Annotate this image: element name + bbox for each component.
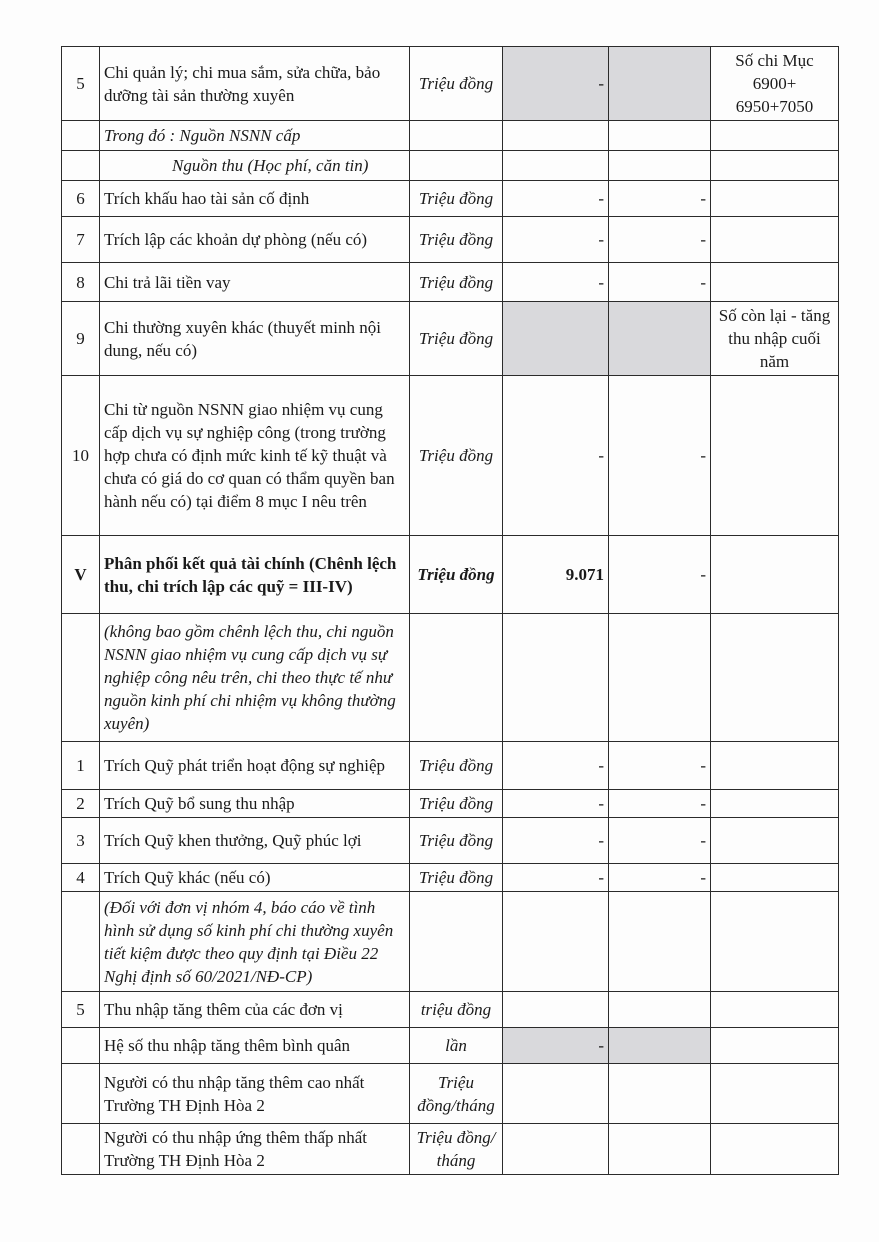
row-note xyxy=(711,864,839,892)
table-row xyxy=(62,864,839,892)
row-unit: Triệu đồng xyxy=(410,302,503,376)
row-unit: Triệu đồng xyxy=(410,47,503,121)
row-stt xyxy=(62,121,100,151)
row-value-1 xyxy=(503,151,609,181)
row-value-2: - xyxy=(609,818,711,864)
row-note: Số còn lại - tăng thu nhập cuối năm xyxy=(711,302,839,376)
row-stt: 6 xyxy=(62,181,100,217)
row-value-1 xyxy=(503,614,609,742)
row-stt: 4 xyxy=(62,864,100,892)
table-row xyxy=(62,614,839,742)
row-label: Trích khấu hao tài sản cố định xyxy=(100,181,410,217)
row-value-2: - xyxy=(609,536,711,614)
row-value-2 xyxy=(609,992,711,1028)
row-stt xyxy=(62,614,100,742)
row-label: Trích Quỹ phát triển hoạt động sự nghiệp xyxy=(100,742,410,790)
row-stt xyxy=(62,1064,100,1124)
row-unit: Triệu đồng xyxy=(410,790,503,818)
table-row xyxy=(62,302,839,376)
row-value-1: 9.071 xyxy=(503,536,609,614)
row-stt: 7 xyxy=(62,217,100,263)
table-row xyxy=(62,1124,839,1175)
row-note xyxy=(711,151,839,181)
row-stt: 3 xyxy=(62,818,100,864)
row-note xyxy=(711,614,839,742)
row-value-1 xyxy=(503,121,609,151)
row-label: Thu nhập tăng thêm của các đơn vị xyxy=(100,992,410,1028)
row-value-2: - xyxy=(609,864,711,892)
row-note xyxy=(711,992,839,1028)
table-row xyxy=(62,892,839,992)
row-stt: 5 xyxy=(62,47,100,121)
table-row xyxy=(62,742,839,790)
row-value-1: - xyxy=(503,790,609,818)
row-value-1 xyxy=(503,302,609,376)
row-label: (Đối với đơn vị nhóm 4, báo cáo về tình hình sử dụng số kinh phí chi thường xuyên tiết kiệm được theo quy định tại Điều 22 Nghị định số 60/2021/NĐ-CP) xyxy=(100,892,410,992)
row-value-2 xyxy=(609,892,711,992)
row-unit: Triệu đồng xyxy=(410,864,503,892)
table-row xyxy=(62,1028,839,1064)
row-value-2 xyxy=(609,1124,711,1175)
row-stt: V xyxy=(62,536,100,614)
table-row xyxy=(62,151,839,181)
table-row xyxy=(62,181,839,217)
row-label: Trích lập các khoản dự phòng (nếu có) xyxy=(100,217,410,263)
table-row xyxy=(62,818,839,864)
row-value-1 xyxy=(503,1064,609,1124)
row-label: Hệ số thu nhập tăng thêm bình quân xyxy=(100,1028,410,1064)
row-stt xyxy=(62,1028,100,1064)
row-note xyxy=(711,181,839,217)
row-value-2: - xyxy=(609,263,711,302)
row-value-1: - xyxy=(503,742,609,790)
row-value-1: - xyxy=(503,217,609,263)
table-row xyxy=(62,790,839,818)
row-label: Chi quản lý; chi mua sắm, sửa chữa, bảo dưỡng tài sản thường xuyên xyxy=(100,47,410,121)
row-unit xyxy=(410,892,503,992)
row-value-2: - xyxy=(609,376,711,536)
row-label: Chi trả lãi tiền vay xyxy=(100,263,410,302)
row-label: Người có thu nhập ứng thêm thấp nhất Trường TH Định Hòa 2 xyxy=(100,1124,410,1175)
row-note xyxy=(711,263,839,302)
row-stt: 10 xyxy=(62,376,100,536)
row-unit xyxy=(410,121,503,151)
row-label: Chi từ nguồn NSNN giao nhiệm vụ cung cấp dịch vụ sự nghiệp công (trong trường hợp chưa có định mức kinh tế kỹ thuật và chưa có giá do cơ quan có thẩm quyền ban hành nếu có) tại điểm 8 mục I nêu trên xyxy=(100,376,410,536)
row-note: Số chi Mục 6900+ 6950+7050 xyxy=(711,47,839,121)
row-label: Trích Quỹ khác (nếu có) xyxy=(100,864,410,892)
row-unit: Triệu đồng xyxy=(410,376,503,536)
row-value-2: - xyxy=(609,790,711,818)
row-stt xyxy=(62,892,100,992)
row-note xyxy=(711,376,839,536)
row-unit: Triệu đồng xyxy=(410,181,503,217)
row-note xyxy=(711,1064,839,1124)
row-note xyxy=(711,742,839,790)
row-value-2: - xyxy=(609,181,711,217)
row-stt xyxy=(62,151,100,181)
row-label: Người có thu nhập tăng thêm cao nhất Trường TH Định Hòa 2 xyxy=(100,1064,410,1124)
table-row xyxy=(62,47,839,121)
row-value-1: - xyxy=(503,376,609,536)
table-row xyxy=(62,376,839,536)
row-value-1 xyxy=(503,1124,609,1175)
row-unit: Triệu đồng xyxy=(410,818,503,864)
row-label: Trong đó : Nguồn NSNN cấp xyxy=(100,121,410,151)
row-value-2: - xyxy=(609,217,711,263)
row-value-1: - xyxy=(503,864,609,892)
row-value-1: - xyxy=(503,47,609,121)
row-value-2 xyxy=(609,47,711,121)
row-unit: Triệu đồng/tháng xyxy=(410,1064,503,1124)
row-label: Trích Quỹ khen thưởng, Quỹ phúc lợi xyxy=(100,818,410,864)
row-unit: Triệu đồng xyxy=(410,217,503,263)
row-value-2 xyxy=(609,302,711,376)
row-note xyxy=(711,790,839,818)
row-stt: 1 xyxy=(62,742,100,790)
table-row xyxy=(62,263,839,302)
row-stt: 2 xyxy=(62,790,100,818)
row-stt xyxy=(62,1124,100,1175)
row-value-1: - xyxy=(503,818,609,864)
row-unit: triệu đồng xyxy=(410,992,503,1028)
table-row xyxy=(62,217,839,263)
row-label: (không bao gồm chênh lệch thu, chi nguồn NSNN giao nhiệm vụ cung cấp dịch vụ sự nghiệp công nêu trên, chi theo thực tế như nguồn kinh phí chi nhiệm vụ không thường xuyên) xyxy=(100,614,410,742)
row-unit: Triệu đồng xyxy=(410,263,503,302)
row-note xyxy=(711,1028,839,1064)
row-note xyxy=(711,121,839,151)
row-stt: 5 xyxy=(62,992,100,1028)
row-stt: 8 xyxy=(62,263,100,302)
row-unit: Triệu đồng xyxy=(410,536,503,614)
row-value-2 xyxy=(609,151,711,181)
table-row xyxy=(62,121,839,151)
row-note xyxy=(711,892,839,992)
row-note xyxy=(711,217,839,263)
row-value-1 xyxy=(503,992,609,1028)
table-row xyxy=(62,992,839,1028)
row-unit: lần xyxy=(410,1028,503,1064)
row-value-2 xyxy=(609,614,711,742)
row-unit xyxy=(410,151,503,181)
row-stt: 9 xyxy=(62,302,100,376)
row-note xyxy=(711,1124,839,1175)
row-value-2 xyxy=(609,1028,711,1064)
row-value-2: - xyxy=(609,742,711,790)
row-note xyxy=(711,536,839,614)
row-label: Nguồn thu (Học phí, căn tin) xyxy=(100,151,410,181)
row-label: Phân phối kết quả tài chính (Chênh lệch thu, chi trích lập các quỹ = III-IV) xyxy=(100,536,410,614)
row-unit: Triệu đồng/ tháng xyxy=(410,1124,503,1175)
row-value-1: - xyxy=(503,181,609,217)
row-value-2 xyxy=(609,121,711,151)
row-label: Trích Quỹ bổ sung thu nhập xyxy=(100,790,410,818)
table-row xyxy=(62,536,839,614)
row-value-1 xyxy=(503,892,609,992)
table-row xyxy=(62,1064,839,1124)
row-note xyxy=(711,818,839,864)
row-value-2 xyxy=(609,1064,711,1124)
row-value-1: - xyxy=(503,1028,609,1064)
row-label: Chi thường xuyên khác (thuyết minh nội dung, nếu có) xyxy=(100,302,410,376)
row-value-1: - xyxy=(503,263,609,302)
financial-report-table xyxy=(61,46,839,1175)
row-unit: Triệu đồng xyxy=(410,742,503,790)
row-unit xyxy=(410,614,503,742)
